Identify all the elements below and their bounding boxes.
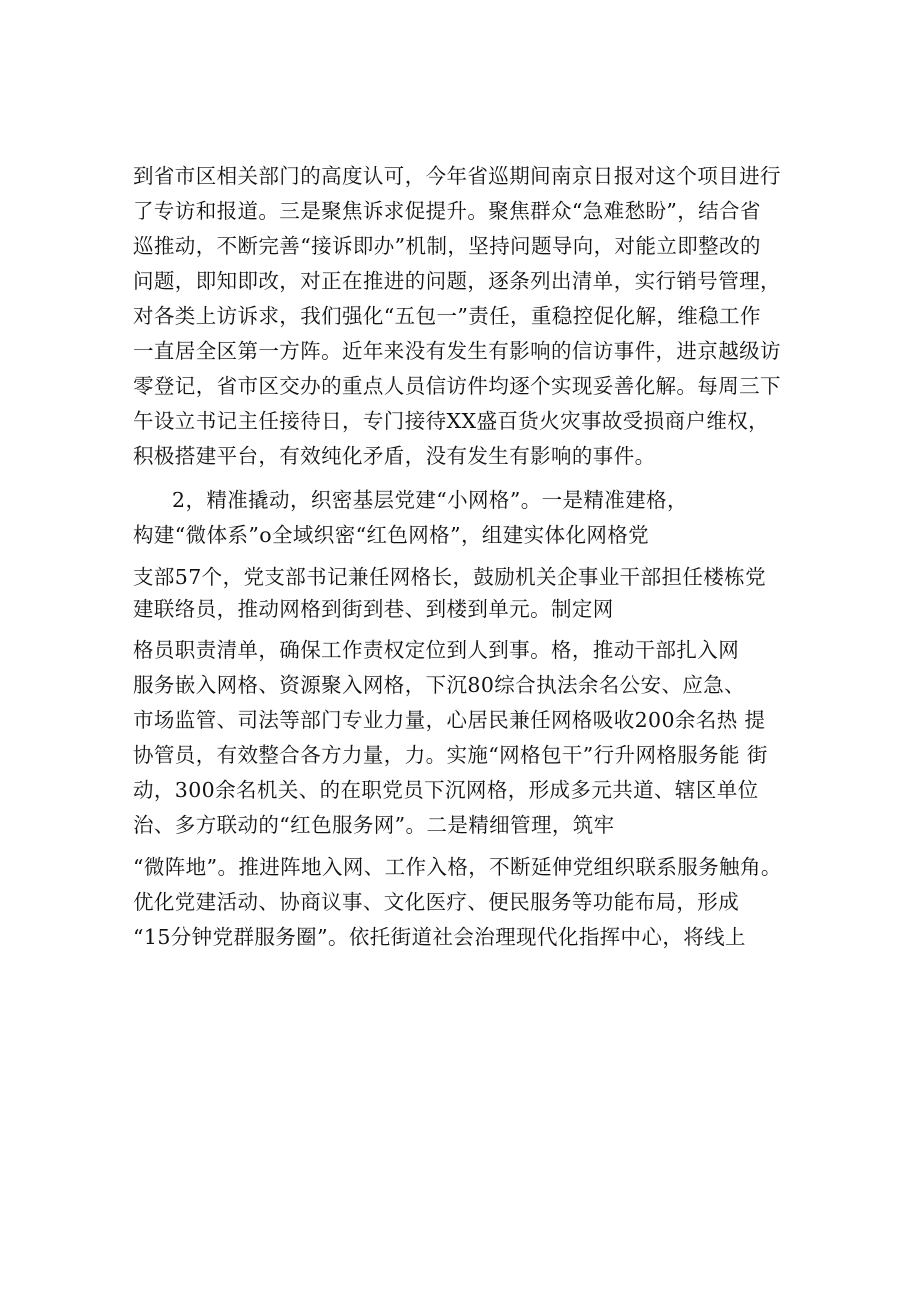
text-line: 对各类上访诉求，我们强化“五包一”责任，重稳控促化解，维稳工作 (133, 304, 761, 328)
text-line: 动，300余名机关、的在职党员下沉网格，形成多元共道、辖区单位 (133, 778, 759, 802)
text-line: 问题，即知即改，对正在推进的问题，逐条列出清单，实行销号管理， (133, 269, 781, 293)
text-line: 支部57个，党支部书记兼任网格长，鼓励机关企事业干部担任楼栋党 (133, 565, 766, 589)
text-line: 建联络员，推动网格到街到巷、到楼到单元。制定网 (133, 597, 614, 621)
text-line: 一直居全区第一方阵。近年来没有发生有影响的信访事件，进京越级访 (133, 339, 781, 363)
text-line: 到省市区相关部门的高度认可，今年省巡期间南京日报对这个项目进行 (133, 164, 781, 188)
text-line: “15分钟党群服务圈”。依托街道社会治理现代化指挥中心，将线上 (133, 925, 746, 949)
text-line: 构建“微体系”o全域织密“红色网格”，组建实体化网格党 (133, 523, 650, 547)
text-line: 市场监管、司法等部门专业力量，心居民兼任网格吸收200余名热 提 (133, 708, 766, 732)
text-line: 积极搭建平台，有效纯化矛盾，没有发生有影响的事件。 (133, 444, 656, 468)
text-line: 零登记，省市区交办的重点人员信访件均逐个实现妥善化解。每周三下 (133, 374, 781, 398)
text-line: 优化党建活动、协商议事、文化医疗、便民服务等功能布局，形成 (133, 890, 740, 914)
text-line: 格员职责清单，确保工作责权定位到人到事。格，推动干部扎入网 (133, 638, 740, 662)
text-line: 了专访和报道。三是聚焦诉求促提升。聚焦群众“急难愁盼”，结合省 (133, 199, 761, 223)
text-line: 巡推动，不断完善“接诉即办”机制，坚持问题导向，对能立即整改的 (133, 234, 761, 258)
text-line: 2，精准撬动，织密基层党建“小网格”。一是精准建格， (172, 488, 688, 512)
text-line: 午设立书记主任接待日，专门接待XX盛百货火灾事故受损商户维权， (133, 409, 770, 433)
text-line: “微阵地”。推进阵地入网、工作入格，不断延伸党组织联系服务触角。 (133, 855, 782, 879)
text-line: 服务嵌入网格、资源聚入网格，下沉80综合执法余名公安、应急、 (133, 673, 746, 697)
text-line: 治、多方联动的“红色服务网”。二是精细管理，筑牢 (133, 813, 615, 837)
text-line: 协管员，有效整合各方力量，力。实施“网格包干”行升网格服务能 街 (133, 743, 768, 767)
